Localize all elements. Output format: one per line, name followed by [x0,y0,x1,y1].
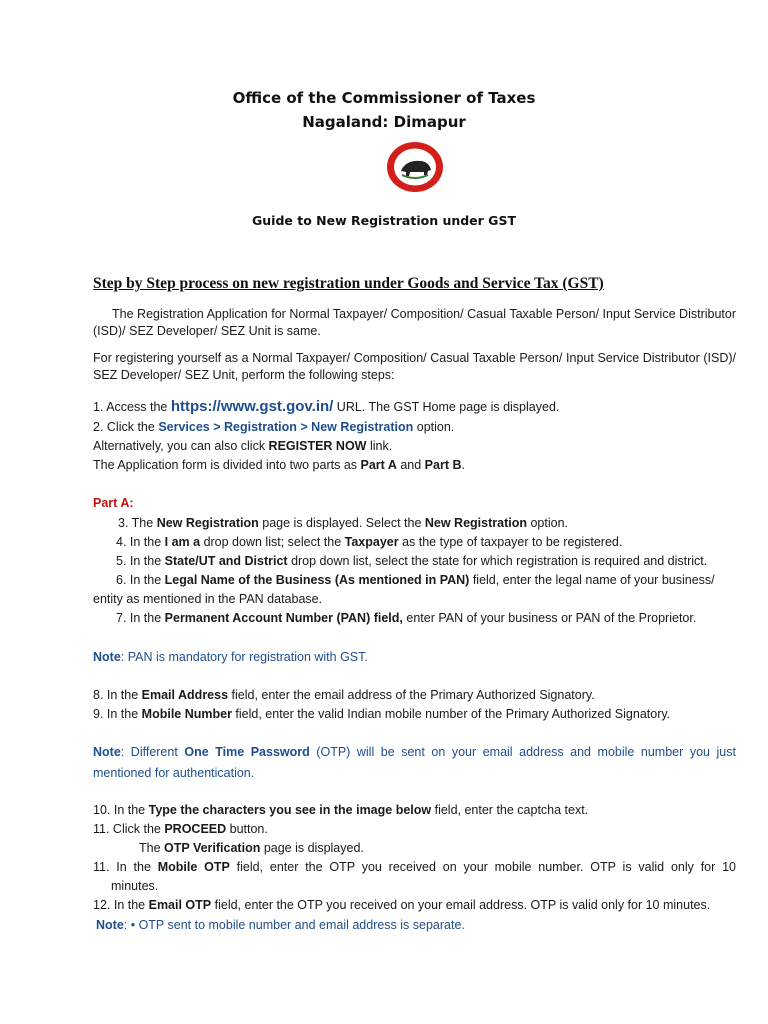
s12-b: Email OTP [148,898,212,912]
s12-a: 12. In the [93,898,149,912]
s11-c: button. [226,822,268,836]
s8-a: 8. In the [93,688,142,702]
gst-url-link[interactable]: https://www.gst.gov.in/ [170,398,334,415]
form-end: . [461,458,465,472]
form-text: The Application form is divided into two parts as [93,458,361,472]
s11-b: PROCEED [164,822,227,836]
alternative-line [93,438,392,455]
s4-a: 4. In the [116,535,165,549]
guide-title: Guide to New Registration under GST [252,213,516,228]
register-now-label: REGISTER NOW [268,439,367,453]
step-1-text: 1. Access the [93,400,171,414]
step-6-continued: entity as mentioned in the PAN database. [93,592,323,606]
step-9 [93,706,670,723]
part-a-label: Part A [360,458,397,472]
note2-b: One Time Password [184,745,310,759]
s12-c: field, enter the OTP you received on your email address. OTP is valid only for 10 minutes. [211,898,711,912]
nagaland-seal-logo [386,141,444,193]
s8-c: field, enter the email address of the Primary Authorized Signatory. [228,688,595,702]
s4-c: drop down list; select the [200,535,345,549]
step-6 [116,572,715,589]
part-a-heading: Part A: [93,496,134,510]
office-title: Office of the Commissioner of Taxes [232,89,536,107]
s11b-a: 11. In the [93,860,158,874]
part-b-label: Part B [424,458,462,472]
s10-c: field, enter the captcha text. [431,803,589,817]
step-11 [93,821,268,838]
note3-label: Note [96,918,124,932]
otp-verification-line [139,840,364,857]
office-location: Nagaland: Dimapur [302,113,466,131]
note-otp [93,744,736,761]
step-4 [116,534,622,551]
s4-d: Taxpayer [344,535,399,549]
note-pan-text: : PAN is mandatory for registration with GST. [120,650,368,664]
note2-a: : Different [120,745,185,759]
s3-a: 3. The [118,516,157,530]
step-11-mobile-otp [93,859,736,876]
section-title: Step by Step process on new registration under Goods and Service Tax (GST) [93,275,604,292]
s11b-c: field, enter the OTP you received on your mobile number. OTP is valid only for 10 [229,860,737,874]
s11-a: 11. Click the [93,822,165,836]
form-and: and [396,458,425,472]
s3-d: New Registration [424,516,527,530]
step-5 [116,553,707,570]
s3-e: option. [526,516,568,530]
s9-a: 9. In the [93,707,142,721]
form-parts-line [93,457,465,474]
note2-label: Note [93,745,121,759]
s7-c: enter PAN of your business or PAN of the Proprietor. [402,611,697,625]
s4-b: I am a [164,535,201,549]
step-2-text-end: option. [413,420,455,434]
s9-c: field, enter the valid Indian mobile number of the Primary Authorized Signatory. [231,707,671,721]
step-1 [93,398,559,416]
s6-c: field, enter the legal name of your business/ [469,573,715,587]
note-pan [93,649,368,666]
s10-a: 10. In the [93,803,149,817]
note3-text: : • OTP sent to mobile number and email address is separate. [123,918,465,932]
otp-a: The [139,841,165,855]
step-11-continued: minutes. [111,879,159,893]
services-path: Services > Registration > New Registration [158,420,414,434]
step-1-text-end: URL. The GST Home page is displayed. [333,400,560,414]
step-2-text: 2. Click the [93,420,159,434]
s5-a: 5. In the [116,554,165,568]
step-8 [93,687,595,704]
intro-paragraph-1: The Registration Application for Normal Taxpayer/ Composition/ Casual Taxable Person/ Input Service Distributor (ISD)/ SEZ Developer/ SEZ Unit is same. [93,307,736,338]
otp-c: page is displayed. [260,841,364,855]
note-otp-continued: mentioned for authentication. [93,766,255,780]
step-12 [93,897,710,914]
otp-b: OTP Verification [164,841,261,855]
s9-b: Mobile Number [141,707,232,721]
note-label: Note [93,650,121,664]
s8-b: Email Address [141,688,229,702]
step-10 [93,802,588,819]
s10-b: Type the characters you see in the image below [148,803,432,817]
s5-c: drop down list, select the state for which registration is required and district. [287,554,708,568]
s7-a: 7. In the [116,611,165,625]
note-otp-separate [96,917,465,934]
s3-c: page is displayed. Select the [258,516,425,530]
s7-b: Permanent Account Number (PAN) field, [164,611,403,625]
step-3 [118,515,568,532]
note2-c: (OTP) will be sent on your email address and mobile number you just [309,745,736,759]
alt-text: Alternatively, you can also click [93,439,269,453]
s6-a: 6. In the [116,573,165,587]
s11b-b: Mobile OTP [157,860,230,874]
s3-b: New Registration [156,516,259,530]
s5-b: State/UT and District [164,554,288,568]
s4-e: as the type of taxpayer to be registered. [398,535,623,549]
alt-text-end: link. [366,439,393,453]
s6-b: Legal Name of the Business (As mentioned in PAN) [164,573,470,587]
step-7 [116,610,696,627]
intro-paragraph-2: For registering yourself as a Normal Taxpayer/ Composition/ Casual Taxable Person/ Input Service Distributor (ISD)/ SEZ Developer/ SEZ Unit, perform the following steps: [93,351,736,382]
step-2 [93,419,454,436]
